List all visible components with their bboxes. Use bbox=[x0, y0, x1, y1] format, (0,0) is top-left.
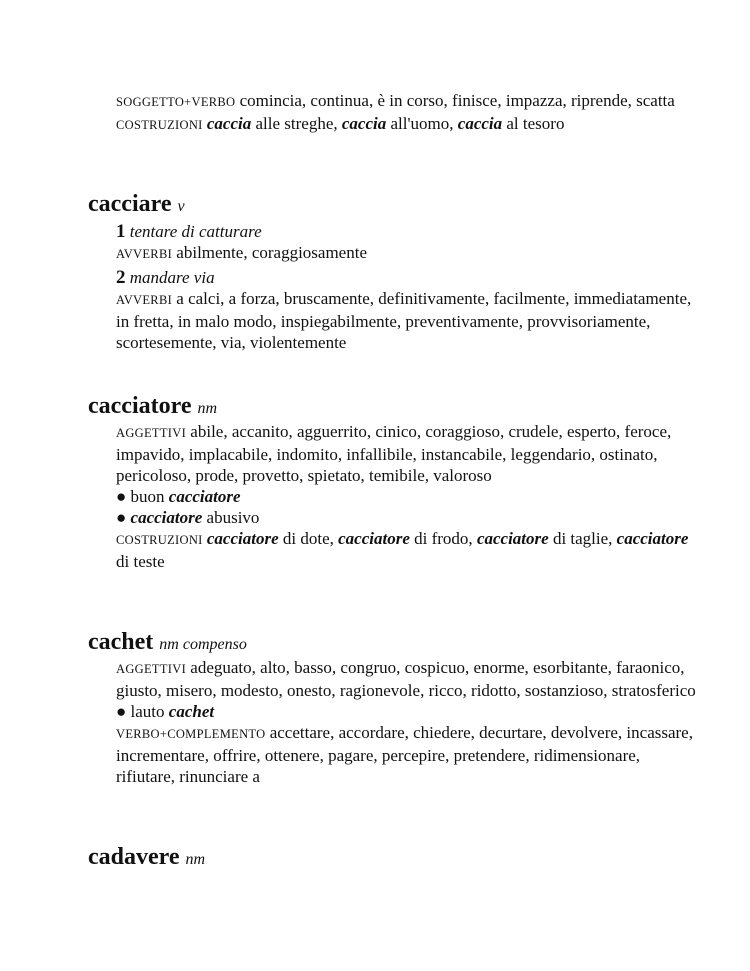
costruzione-keyword: cacciatore bbox=[338, 529, 410, 548]
aggettivi-list: abile, accanito, agguerrito, cinico, coraggioso, crudele, esperto, feroce, impavido, implacabile, indomito, infallibile, instancabile, leggendario, ostinato, pericoloso, prode, provetto, spietato, temibile, valoroso bbox=[116, 422, 672, 485]
collocation-bullet bbox=[116, 507, 696, 528]
part-of-speech: nm bbox=[185, 851, 206, 868]
sense-definition: tentare di catturare bbox=[129, 222, 262, 241]
costruzione-keyword: caccia bbox=[341, 114, 387, 133]
entry-headword-cadavere bbox=[88, 843, 205, 874]
bullet-icon: ● bbox=[116, 702, 127, 721]
costruzione-keyword: caccia bbox=[206, 114, 252, 133]
cachet-verbo-complemento bbox=[116, 722, 696, 787]
caccia-soggetto-verbo bbox=[116, 90, 696, 113]
headword: cacciatore bbox=[88, 393, 192, 419]
costruzione-keyword: cacciatore bbox=[476, 529, 549, 548]
headword: cadavere bbox=[88, 844, 180, 870]
cacciare-entry-body bbox=[116, 221, 696, 353]
collocation-keyword: cachet bbox=[168, 702, 215, 721]
collocation-text: buon bbox=[130, 487, 169, 506]
costruzione-keyword: cacciatore bbox=[616, 529, 689, 548]
sense-number: 1 bbox=[116, 221, 126, 242]
costruzione-text: di dote, bbox=[278, 529, 339, 548]
entry-headword-cacciatore bbox=[88, 392, 217, 423]
soggetto-verbo-list: comincia, continua, è in corso, finisce, impazza, riprende, scatta bbox=[239, 91, 675, 110]
costruzione-text: al tesoro bbox=[502, 114, 565, 133]
entry-headword-cacciare bbox=[88, 190, 185, 221]
cacciatore-entry-body bbox=[116, 421, 696, 572]
part-of-speech: nm compenso bbox=[159, 636, 247, 653]
headword: cachet bbox=[88, 629, 154, 655]
bullet-icon: ● bbox=[116, 487, 127, 506]
sense-number: 2 bbox=[116, 267, 126, 288]
bullet-icon: ● bbox=[116, 508, 127, 527]
label-costruzioni: COSTRUZIONI bbox=[116, 118, 203, 132]
costruzione-keyword: cacciatore bbox=[206, 529, 279, 548]
label-aggettivi: AGGETTIVI bbox=[116, 426, 187, 440]
costruzione-text: all'uomo, bbox=[386, 114, 458, 133]
avverbi-list: a calci, a forza, bruscamente, definitivamente, facilmente, immediatamente, in fretta, in malo modo, inspiegabilmente, preventivamente, provvisoriamente, scortesemente, via, violentemente bbox=[116, 289, 692, 352]
collocation-keyword: cacciatore bbox=[130, 508, 203, 527]
avverbi-list: abilmente, coraggiosamente bbox=[176, 243, 367, 262]
entry-headword-cachet bbox=[88, 628, 247, 659]
label-avverbi: AVVERBI bbox=[116, 247, 173, 261]
label-verbo-complemento: VERBO+COMPLEMENTO bbox=[116, 727, 266, 741]
sense-2 bbox=[116, 267, 696, 288]
cacciatore-costruzioni bbox=[116, 528, 696, 572]
costruzione-text: di teste bbox=[116, 552, 165, 571]
collocation-text: lauto bbox=[130, 702, 169, 721]
label-aggettivi: AGGETTIVI bbox=[116, 662, 187, 676]
headword: cacciare bbox=[88, 191, 172, 217]
part-of-speech: v bbox=[177, 198, 185, 215]
collocation-bullet bbox=[116, 486, 696, 507]
cachet-aggettivi bbox=[116, 657, 696, 701]
costruzione-keyword: caccia bbox=[457, 114, 503, 133]
label-costruzioni: COSTRUZIONI bbox=[116, 533, 203, 547]
verbo-complemento-list: accettare, accordare, chiedere, decurtare, devolvere, incassare, incrementare, offrire, ottenere, pagare, percepire, pretendere, ridimensionare, rifiutare, rinunciare a bbox=[116, 723, 693, 786]
collocation-bullet bbox=[116, 701, 696, 722]
caccia-entry-continuation bbox=[116, 90, 696, 136]
cacciatore-aggettivi bbox=[116, 421, 696, 486]
sense-1-avverbi bbox=[116, 242, 696, 265]
sense-1 bbox=[116, 221, 696, 242]
cachet-entry-body bbox=[116, 657, 696, 787]
caccia-costruzioni bbox=[116, 113, 696, 136]
sense-definition: mandare via bbox=[129, 268, 215, 287]
collocation-keyword: cacciatore bbox=[168, 487, 241, 506]
label-soggetto-verbo: SOGGETTO+VERBO bbox=[116, 95, 236, 109]
costruzione-text: di taglie, bbox=[548, 529, 617, 548]
aggettivi-list: adeguato, alto, basso, congruo, cospicuo, enorme, esorbitante, faraonico, giusto, misero, modesto, onesto, ragionevole, ricco, ridotto, sostanzioso, stratosferico bbox=[116, 658, 696, 700]
part-of-speech: nm bbox=[197, 400, 218, 417]
collocation-text: abusivo bbox=[202, 508, 260, 527]
costruzione-text: di frodo, bbox=[409, 529, 477, 548]
label-avverbi: AVVERBI bbox=[116, 293, 173, 307]
sense-2-avverbi bbox=[116, 288, 696, 353]
costruzione-text: alle streghe, bbox=[251, 114, 342, 133]
